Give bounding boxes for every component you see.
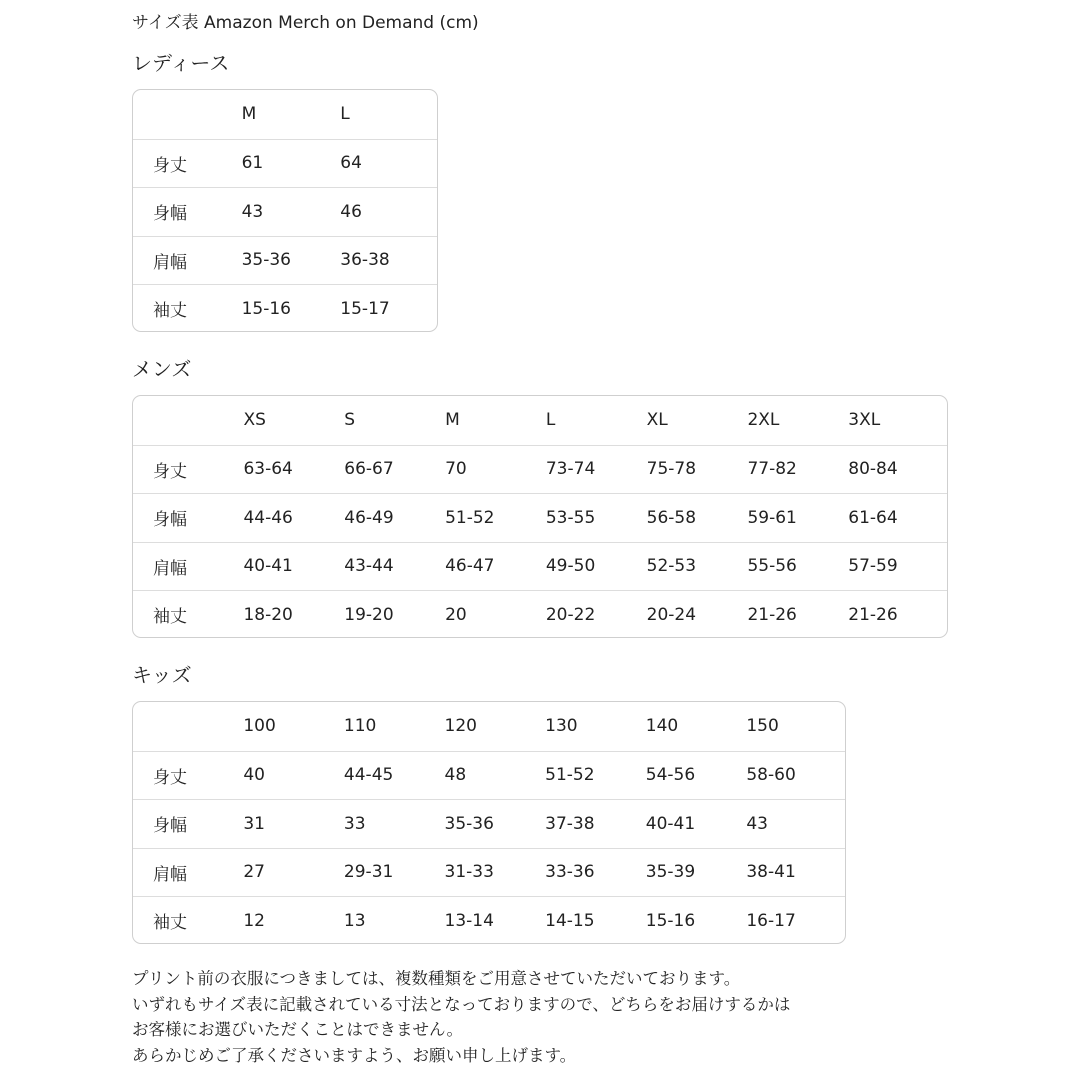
row-label: 身丈 xyxy=(153,767,187,788)
row-label: 袖丈 xyxy=(153,913,187,934)
table-cell: 29-31 xyxy=(343,862,394,883)
column-header: M xyxy=(241,104,257,125)
column-header: 120 xyxy=(444,716,477,737)
table-cell: 57-59 xyxy=(848,556,898,577)
footnote xyxy=(132,966,790,1068)
table-cell: 35-39 xyxy=(645,862,696,883)
table-cell: 64 xyxy=(340,153,362,174)
table-cell: 49-50 xyxy=(545,556,596,577)
table-cell: 77-82 xyxy=(747,459,797,480)
column-header: 130 xyxy=(545,716,578,737)
table-cell: 54-56 xyxy=(645,765,696,786)
table-cell: 20 xyxy=(445,604,467,625)
row-label: 身幅 xyxy=(153,816,187,837)
column-header: M xyxy=(445,410,460,431)
table-cell: 46 xyxy=(340,201,362,222)
table-cell: 40 xyxy=(243,765,265,786)
table-cell: 56-58 xyxy=(646,507,697,528)
table-cell: 20-24 xyxy=(646,604,697,625)
row-label: 肩幅 xyxy=(153,864,187,885)
table-cell: 52-53 xyxy=(646,556,697,577)
table-cell: 46-49 xyxy=(344,507,394,528)
table-row xyxy=(133,139,437,188)
table-cell: 75-78 xyxy=(646,459,697,480)
size-table-ladies xyxy=(132,89,438,332)
size-chart-title: サイズ表 Amazon Merch on Demand (cm) xyxy=(132,13,479,33)
table-cell: 36-38 xyxy=(340,250,390,271)
table-cell: 43-44 xyxy=(344,556,394,577)
column-header: XS xyxy=(243,410,266,431)
table-cell: 27 xyxy=(243,862,265,883)
table-cell: 66-67 xyxy=(344,459,394,480)
section-heading-kids: キッズ xyxy=(132,663,192,687)
size-table-kids xyxy=(132,701,846,944)
table-cell: 35-36 xyxy=(444,813,494,834)
table-cell: 55-56 xyxy=(747,556,797,577)
column-header: L xyxy=(545,410,556,431)
table-cell: 80-84 xyxy=(848,459,898,480)
column-header: XL xyxy=(646,410,668,431)
table-cell: 46-47 xyxy=(445,556,495,577)
row-label: 身丈 xyxy=(153,461,187,482)
row-label: 肩幅 xyxy=(153,558,187,579)
table-row xyxy=(133,236,437,285)
column-header: S xyxy=(344,410,356,431)
table-header-row xyxy=(133,702,845,751)
table-cell: 43 xyxy=(241,201,264,222)
table-cell: 53-55 xyxy=(545,507,596,528)
table-cell: 13-14 xyxy=(444,910,494,931)
section-heading-mens: メンズ xyxy=(132,357,192,381)
table-cell: 12 xyxy=(243,910,265,931)
table-row xyxy=(133,799,845,848)
table-row xyxy=(133,493,947,542)
table-row xyxy=(133,542,947,591)
table-cell: 63-64 xyxy=(243,459,293,480)
table-cell: 15-16 xyxy=(241,298,291,319)
row-label: 袖丈 xyxy=(153,607,187,628)
table-cell: 44-46 xyxy=(243,507,293,528)
row-label: 袖丈 xyxy=(153,301,187,322)
footnote-line: プリント前の衣服につきましては、複数種類をご用意させていただいております。 xyxy=(132,969,741,988)
table-header-row xyxy=(133,396,947,445)
column-header: 3XL xyxy=(848,410,881,431)
column-header: 140 xyxy=(645,716,679,737)
table-cell: 31 xyxy=(243,813,265,834)
table-cell: 33 xyxy=(343,813,366,834)
table-cell: 15-16 xyxy=(645,910,696,931)
table-row xyxy=(133,751,845,800)
column-header: 2XL xyxy=(747,410,780,431)
table-cell: 40-41 xyxy=(243,556,293,577)
table-row xyxy=(133,284,437,332)
table-cell: 44-45 xyxy=(343,765,394,786)
table-cell: 61-64 xyxy=(848,507,898,528)
table-cell: 15-17 xyxy=(340,298,390,319)
table-cell: 16-17 xyxy=(746,910,796,931)
size-table-mens xyxy=(132,395,948,638)
table-cell: 61 xyxy=(241,153,264,174)
table-cell: 33-36 xyxy=(545,862,595,883)
table-cell: 14-15 xyxy=(545,910,595,931)
table-cell: 31-33 xyxy=(444,862,494,883)
table-row xyxy=(133,848,845,897)
footnote-line: あらかじめご了承くださいますよう、お願い申し上げます。 xyxy=(132,1045,577,1065)
table-cell: 21-26 xyxy=(848,604,898,625)
footnote-line: お客様にお選びいただくことはできません。 xyxy=(132,1020,463,1039)
table-row xyxy=(133,445,947,494)
section-heading-ladies: レディース xyxy=(132,51,230,75)
column-header: L xyxy=(340,104,350,125)
table-cell: 21-26 xyxy=(747,604,797,625)
row-label: 身幅 xyxy=(153,510,187,531)
row-label: 身丈 xyxy=(153,155,187,176)
table-cell: 51-52 xyxy=(545,765,595,786)
table-cell: 19-20 xyxy=(344,604,394,625)
table-cell: 51-52 xyxy=(445,507,495,528)
table-cell: 38-41 xyxy=(746,862,796,883)
table-cell: 35-36 xyxy=(241,250,291,271)
table-cell: 13 xyxy=(343,910,366,931)
column-header: 150 xyxy=(746,716,779,737)
table-cell: 73-74 xyxy=(545,459,596,480)
table-row xyxy=(133,590,947,638)
table-cell: 40-41 xyxy=(645,813,696,834)
table-cell: 58-60 xyxy=(746,765,796,786)
table-cell: 70 xyxy=(445,459,467,480)
table-cell: 37-38 xyxy=(545,813,595,834)
footnote-line: いずれもサイズ表に記載されている寸法となっておりますので、どちらをお届けするかは xyxy=(132,994,791,1014)
table-row xyxy=(133,896,845,944)
table-cell: 18-20 xyxy=(243,604,293,625)
table-cell: 48 xyxy=(444,765,467,786)
column-header: 110 xyxy=(343,716,377,737)
row-label: 身幅 xyxy=(153,204,187,225)
row-label: 肩幅 xyxy=(153,252,187,273)
table-cell: 20-22 xyxy=(545,604,596,625)
column-header: 100 xyxy=(243,716,276,737)
table-cell: 59-61 xyxy=(747,507,797,528)
table-cell: 43 xyxy=(746,813,768,834)
table-row xyxy=(133,187,437,236)
table-header-row xyxy=(133,90,437,139)
